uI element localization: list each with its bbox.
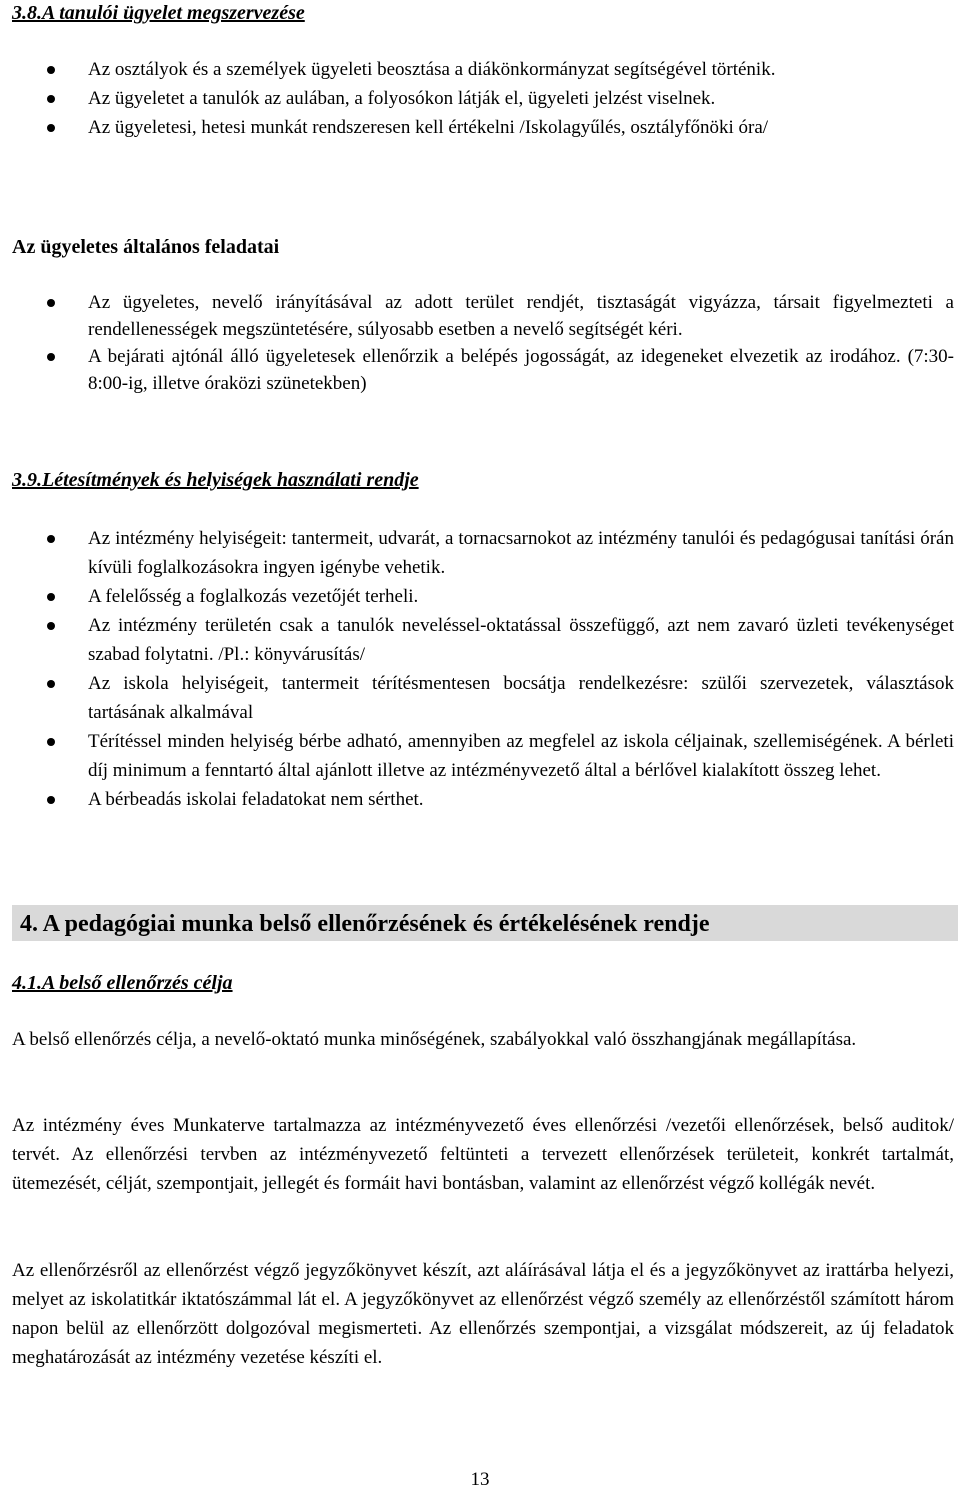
list-item-text: Az intézmény területén csak a tanulók neveléssel-oktatással összefüggő, azt nem zavaró üzleti tevékenységet szabad folytatni. /Pl.: könyvárusítás/ bbox=[88, 615, 954, 665]
bullet-icon bbox=[47, 353, 55, 361]
list-item bbox=[0, 669, 960, 727]
list-item-text: Az ügyeletes, nevelő irányításával az adott terület rendjét, tisztaságát vigyázza, társait figyelmezteti a rendellenességek megszüntetésére, súlyosabb esetben a nevelő segítségét kéri. bbox=[88, 292, 954, 340]
bullet-icon bbox=[47, 738, 55, 746]
bullet-icon bbox=[47, 593, 55, 601]
list-item bbox=[0, 611, 960, 669]
paragraph: A belső ellenőrzés célja, a nevelő-oktató munka minőségének, szabályokkal való összhangjának megállapítása. bbox=[12, 1029, 857, 1050]
list-item bbox=[0, 55, 960, 84]
list-item bbox=[0, 113, 960, 142]
bullet-icon bbox=[47, 95, 55, 103]
duties-bullet-list bbox=[0, 289, 960, 397]
list-item bbox=[0, 84, 960, 113]
list-item-text: Az ügyeletet a tanulók az aulában, a folyosókon látják el, ügyeleti jelzést viselnek. bbox=[88, 88, 716, 109]
section-3-9-title: 3.9.Létesítmények és helyiségek használati rendje bbox=[12, 469, 419, 491]
list-item bbox=[0, 343, 960, 397]
list-item bbox=[0, 727, 960, 785]
bullet-icon bbox=[47, 299, 55, 307]
list-item bbox=[0, 289, 960, 343]
page-number: 13 bbox=[470, 1469, 490, 1490]
list-item bbox=[0, 524, 960, 582]
paragraph: Az ellenőrzésről az ellenőrzést végző jegyzőkönyvet készít, azt aláírásával látja el és a jegyzőkönyvet az irattárba helyezi, melyet az iskolatitkár iktatószámmal lát el. A jegyzőkönyvet az ellenőrzést végző személy az ellenőrzéstől számított három napon belül az ellenőrzött dolgozóval megismerteti. Az ellenőrzés szempontjai, a vizsgálat módszereit, az új feladatok meghatározását az intézmény vezetése készíti el. bbox=[12, 1260, 954, 1368]
paragraph: Az intézmény éves Munkaterve tartalmazza az intézményvezető éves ellenőrzési /vezetői ellenőrzések, belső auditok/ tervét. Az ellenőrzési tervben az intézményvezető feltünteti a tervezett ellenőrzések területeit, konkrét tartalmát, ütemezését, célját, szempontjait, jellegét és formáit havi bontásban, valamint az ellenőrzést végző kollégák nevét. bbox=[12, 1115, 954, 1194]
chapter-4-title: 4. A pedagógiai munka belső ellenőrzésének és értékelésének rendje bbox=[20, 911, 710, 937]
list-item-text: A felelősség a foglalkozás vezetőjét terheli. bbox=[88, 586, 419, 607]
section-3-9-bullet-list bbox=[0, 524, 960, 814]
bullet-icon bbox=[47, 124, 55, 132]
list-item-text: A bérbeadás iskolai feladatokat nem sérthet. bbox=[88, 789, 424, 810]
bullet-icon bbox=[47, 66, 55, 74]
bullet-icon bbox=[47, 680, 55, 688]
list-item-text: A bejárati ajtónál álló ügyeletesek ellenőrzik a belépés jogosságát, az idegeneket elvezetik az irodához. (7:30-8:00-ig, illetve óraközi szünetekben) bbox=[88, 346, 954, 394]
list-item-text: Az intézmény helyiségeit: tantermeit, udvarát, a tornacsarnokot az intézmény tanulói és pedagógusai tanítási órán kívüli foglalkozásokra ingyen igénybe vehetik. bbox=[88, 528, 954, 578]
list-item-text: Az iskola helyiségeit, tantermeit térítésmentesen bocsátja rendelkezésre: szülői szervezetek, választások tartásának alkalmával bbox=[88, 673, 954, 723]
list-item bbox=[0, 785, 960, 814]
bullet-icon bbox=[47, 535, 55, 543]
bullet-icon bbox=[47, 796, 55, 804]
list-item bbox=[0, 582, 960, 611]
duties-subheading: Az ügyeletes általános feladatai bbox=[12, 236, 280, 258]
section-3-8-bullet-list bbox=[0, 55, 960, 142]
chapter-4-heading-bar bbox=[12, 905, 958, 941]
section-3-8-title: 3.8.A tanulói ügyelet megszervezése bbox=[12, 2, 305, 24]
section-4-1-title: 4.1.A belső ellenőrzés célja bbox=[12, 972, 233, 994]
bullet-icon bbox=[47, 622, 55, 630]
list-item-text: Az osztályok és a személyek ügyeleti beosztása a diákönkormányzat segítségével történik. bbox=[88, 59, 776, 80]
list-item-text: Az ügyeletesi, hetesi munkát rendszeresen kell értékelni /Iskolagyűlés, osztályfőnöki óra/ bbox=[88, 117, 769, 138]
list-item-text: Térítéssel minden helyiség bérbe adható, amennyiben az megfelel az iskola céljainak, szellemiségének. A bérleti díj minimum a fenntartó által ajánlott illetve az intézményvezető által a bérlővel kialakított összeg lehet. bbox=[88, 731, 954, 781]
